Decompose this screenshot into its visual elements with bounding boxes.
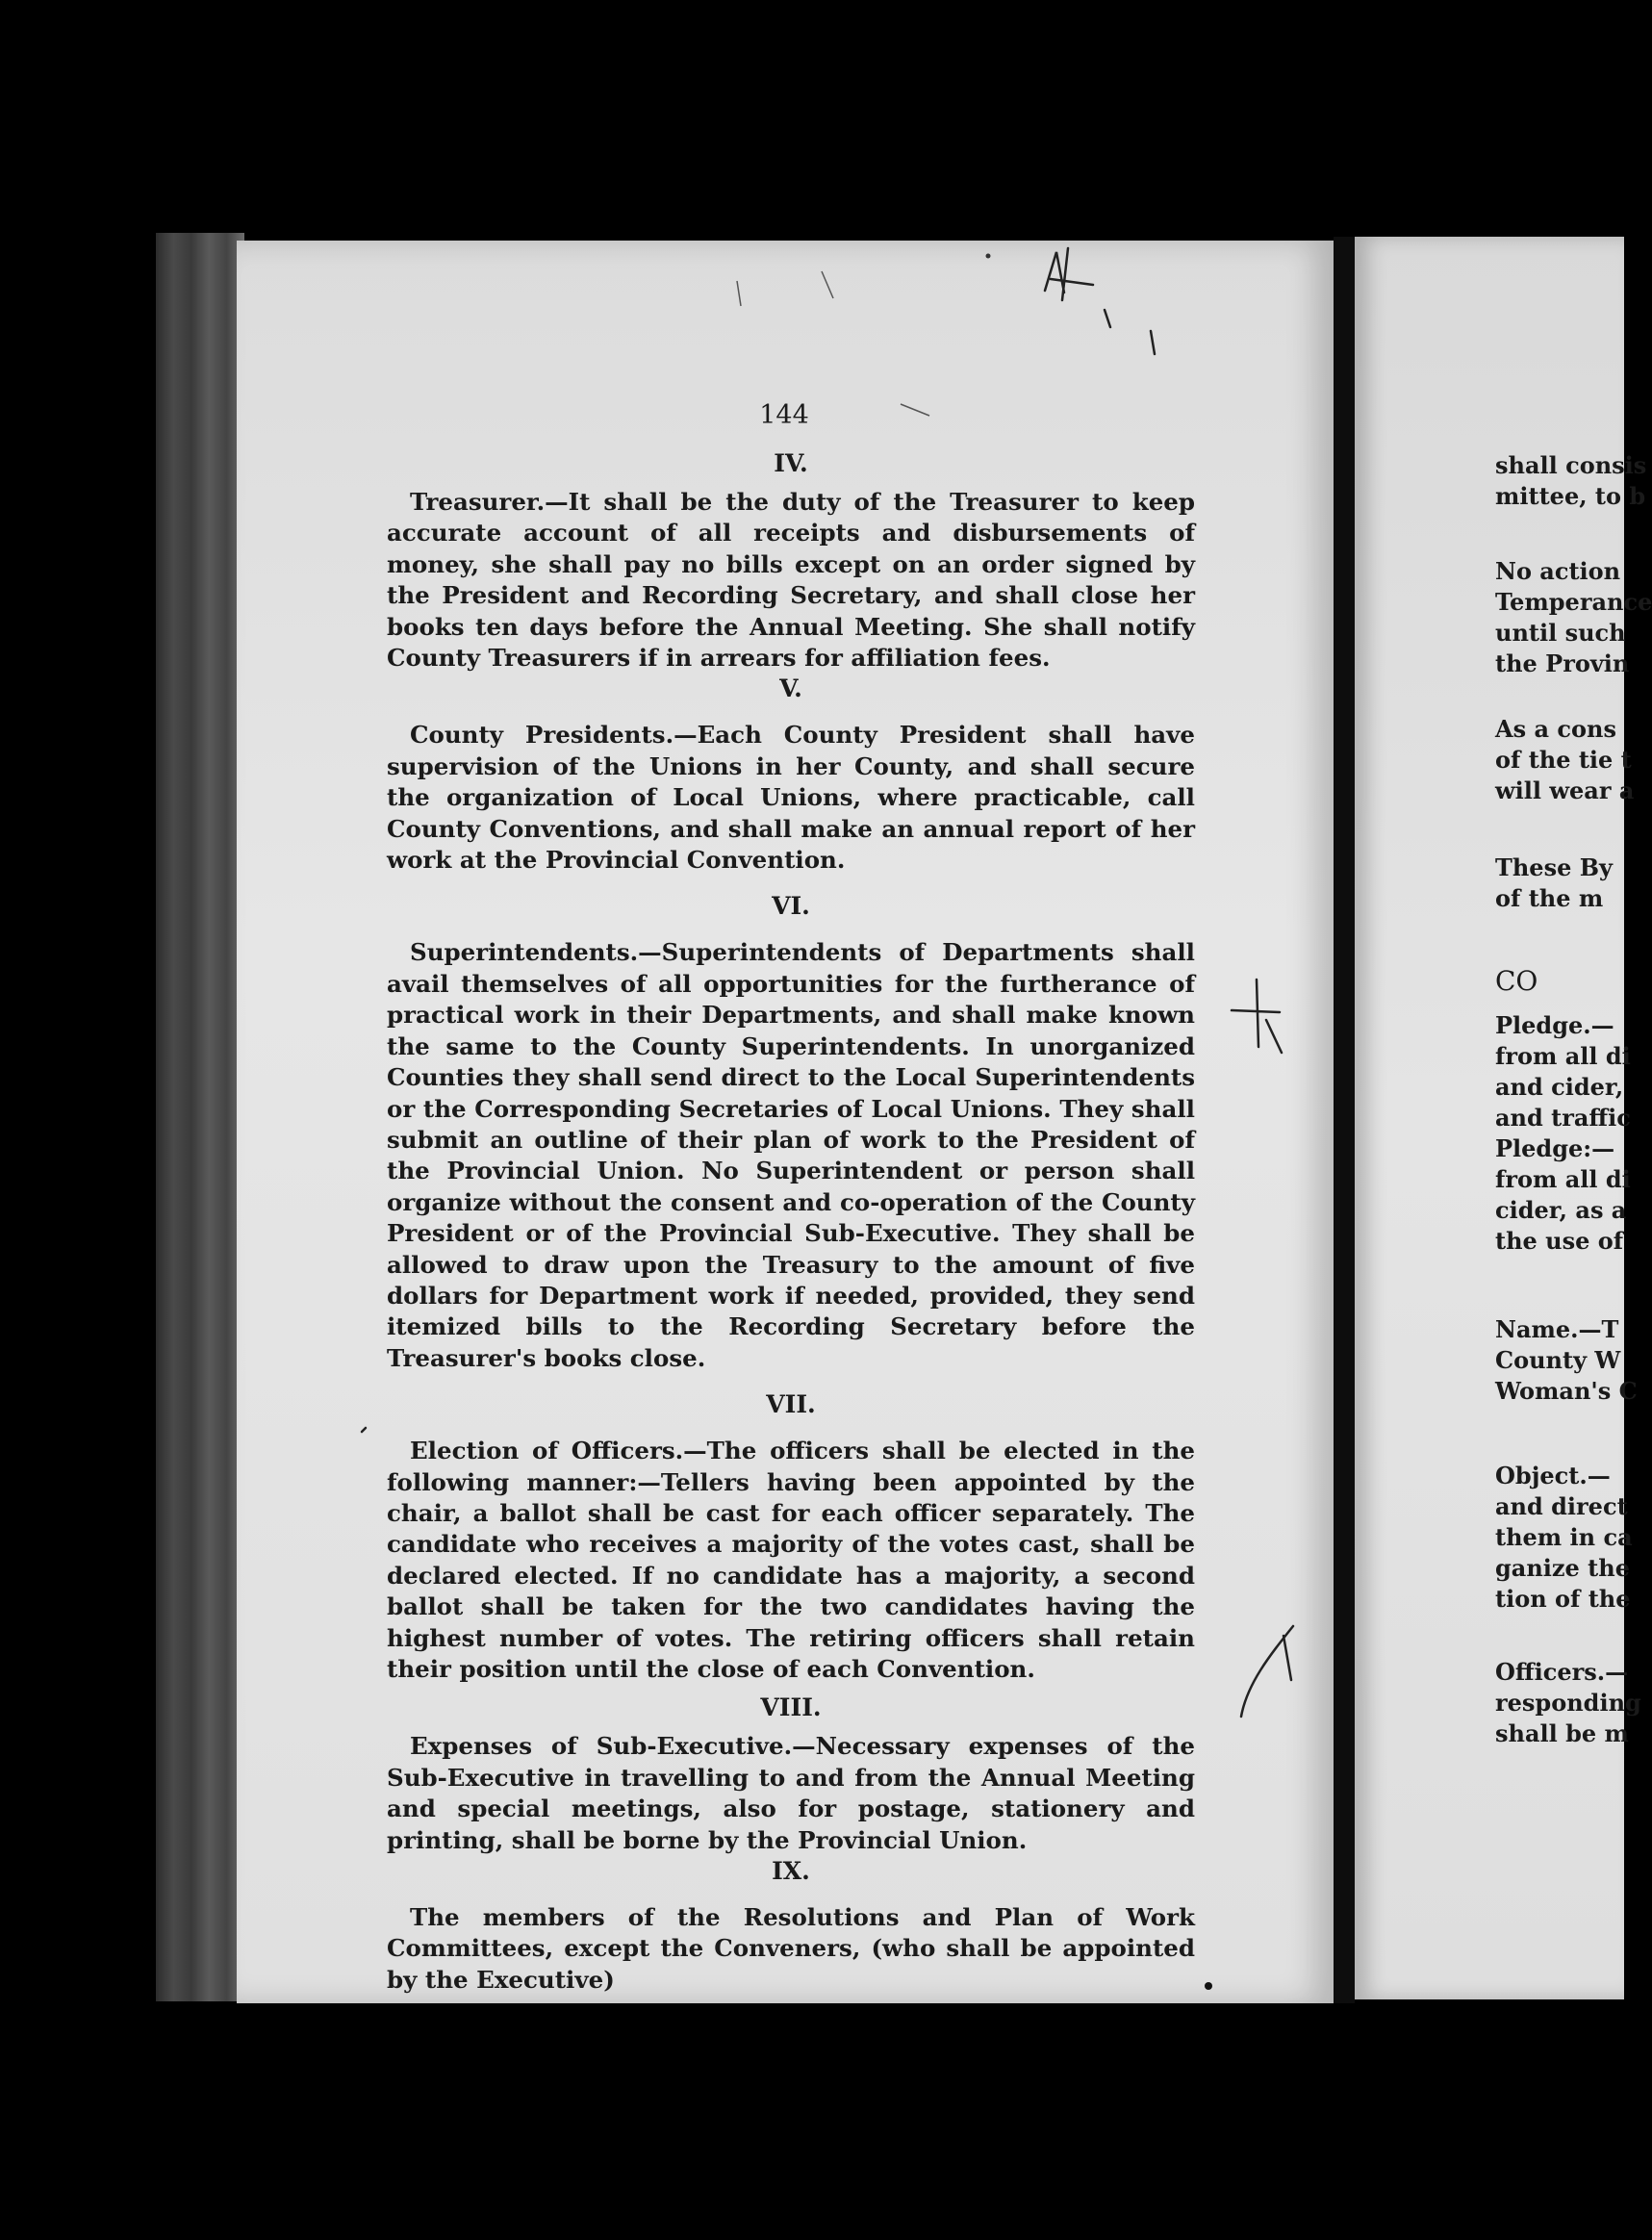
right-page-line: Woman's C (1495, 1377, 1638, 1405)
section-heading-ix: IX. (772, 1857, 810, 1886)
right-page-line: Pledge.— (1495, 1011, 1614, 1039)
right-page-line: shall be m (1495, 1719, 1629, 1747)
section-paragraph-treasurer: Treasurer.—It shall be the duty of the Treasurer to keep accurate account of all receipts and disbursements of money, she shall pay no bills except on an order signed by the President and Recording Secretary, and shall close her books ten days before the Annual Meeting. She shall notify County Treasurers if in arrears for affiliation fees. (387, 488, 1195, 673)
section-paragraph-superintendents: Superintendents.—Superintendents of Departments shall avail themselves of all opportunities for the furtherance of practical work in their Departments, and shall make known the same to the County Superintendents. In unorganized Counties they shall send direct to the Local Superintendents or the Corresponding Secretaries of Local Unions. They shall submit an outline of their plan of work to the President of the Provincial Union. No Superintendent or person shall organize without the consent and co-operation of the County President or of the Provincial Sub-Executive. They shall be allowed to draw upon the Treasury to the amount of five dollars for Department work if needed, provided, they send itemized bills to the Recording Secretary before the Treasurer's books close. (387, 938, 1195, 1372)
right-page-line: Temperance (1495, 588, 1652, 616)
right-page-line: responding (1495, 1689, 1641, 1717)
right-page-line: will wear a (1495, 776, 1635, 804)
right-page-line: Name.—T (1495, 1315, 1619, 1343)
right-page-line: No action (1495, 557, 1621, 585)
right-page-line (1495, 806, 1649, 853)
section-heading-v: V. (779, 675, 802, 703)
right-page-line (1495, 914, 1649, 953)
right-page-line: As a cons (1495, 715, 1616, 743)
right-page-line: them in ca (1495, 1523, 1633, 1551)
right-page-line (1495, 512, 1649, 556)
right-page-line: of the m (1495, 884, 1604, 912)
right-page-heading: CO (1495, 965, 1538, 997)
section-paragraph-county-presidents: County Presidents.—Each County President shall have supervision of the Unions in her County, and shall secure the organization of Local Unions, where practicable, call County Conventions, and shall make an annual report of her work at the Provincial Convention. (387, 721, 1195, 875)
right-page-line: cider, as a (1495, 1196, 1627, 1224)
right-page-line: mittee, to b (1495, 482, 1646, 510)
book-page-edges (156, 233, 244, 2001)
right-page-line: until such (1495, 619, 1626, 647)
section-paragraph-expenses: Expenses of Sub-Executive.—Necessary expenses of the Sub-Executive in travelling to and from the Annual Meeting and special meetings, also for postage, stationery and printing, shall be borne by the Provincial Union. (387, 1732, 1195, 1854)
section-heading-viii: VIII. (760, 1693, 822, 1722)
section-paragraph-committees: The members of the Resolutions and Plan of Work Committees, except the Conveners, (who shall be appointed by the Executive) (387, 1903, 1195, 1994)
right-page-line: Officers.— (1495, 1658, 1629, 1686)
section-heading-vii: VII. (766, 1390, 816, 1419)
right-page-line (1495, 1407, 1649, 1461)
right-page-line: and cider, (1495, 1073, 1624, 1101)
section-paragraph-election-of-officers: Election of Officers.—The officers shall be elected in the following manner:—Tellers having been appointed by the chair, a ballot shall be cast for each officer separately. The candidate who receives a majority of the votes cast, shall be declared elected. If no candidate has a majority, a second ballot shall be taken for the two candidates having the highest number of votes. The retiring officers shall retain their position until the close of each Convention. (387, 1437, 1195, 1683)
right-page-line: ganize the (1495, 1554, 1630, 1582)
book-gutter (1334, 237, 1355, 2003)
section-heading-vi: VI. (772, 892, 810, 921)
right-page-line (1495, 1615, 1649, 1657)
right-page-line: Object.— (1495, 1462, 1611, 1489)
right-page-line: of the tie t (1495, 746, 1632, 774)
right-page-line (1495, 679, 1649, 714)
right-page-line: and traffic (1495, 1104, 1631, 1132)
right-page-text (1495, 450, 1652, 1749)
right-page-line: Pledge:— (1495, 1134, 1615, 1162)
right-page-line: the Provin (1495, 649, 1630, 677)
right-page-line: and direct (1495, 1492, 1628, 1520)
section-heading-iv: IV. (774, 449, 808, 477)
right-page-line: These By (1495, 853, 1613, 881)
right-page-line: from all di (1495, 1165, 1631, 1193)
left-page-text (387, 448, 1195, 1996)
right-page-line (1495, 1257, 1649, 1314)
right-page-line: the use of (1495, 1227, 1624, 1255)
right-page-line: from all di (1495, 1042, 1631, 1070)
right-page-line: shall consis (1495, 451, 1647, 479)
page-number: 144 (759, 400, 809, 430)
right-page-line: tion of the (1495, 1585, 1631, 1613)
right-page-line: County W (1495, 1346, 1621, 1374)
